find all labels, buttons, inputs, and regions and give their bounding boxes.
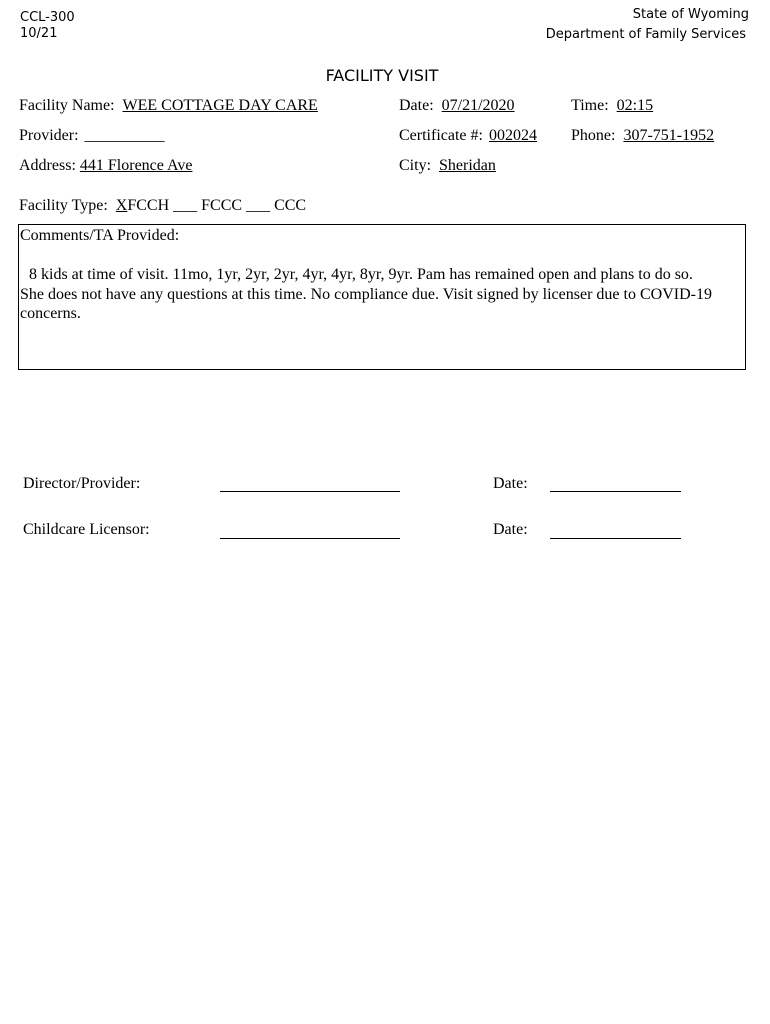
director-signature-line [220,491,400,492]
licensor-date-line [550,538,681,539]
director-date-label: Date: [493,475,528,492]
time-value: 02:15 [616,97,654,114]
provider-field [19,127,165,145]
time-field [571,97,653,115]
comments-box [18,224,746,370]
facility-type-ccc: CCC [274,197,307,214]
date-field [399,97,515,115]
facility-type-fccc: FCCC [201,197,243,214]
facility-name-value: WEE COTTAGE DAY CARE [122,97,318,114]
city-value: Sheridan [439,157,496,174]
facility-type-fcch: FCCH [127,197,170,214]
provider-label: Provider: [19,127,79,144]
address-field [19,157,192,175]
certificate-field [399,127,537,145]
facility-name-label: Facility Name: [19,97,115,114]
certificate-label: Certificate #: [399,127,483,144]
form-revision-date: 10/21 [20,26,58,41]
childcare-licensor-label: Childcare Licensor: [23,521,150,538]
date-label: Date: [399,97,434,114]
page-title: FACILITY VISIT [325,66,439,85]
licensor-signature-line [220,538,400,539]
licensor-date-label: Date: [493,521,528,538]
director-date-line [550,491,681,492]
comments-label: Comments/TA Provided: [20,227,180,244]
provider-value: __________ [84,127,165,144]
address-label: Address: [19,157,76,174]
facility-type-label: Facility Type: [19,197,108,214]
date-value: 07/21/2020 [441,97,515,114]
city-label: City: [399,157,432,174]
address-value: 441 Florence Ave [79,157,193,174]
time-label: Time: [571,97,609,114]
comments-line-1: 8 kids at time of visit. 11mo, 1yr, 2yr, 2yr, 4yr, 4yr, 8yr, 9yr. Pam has remained open and plans to do so. [29,266,693,283]
city-field [399,157,496,175]
phone-value: 307-751-1952 [623,127,715,144]
facility-type-blank-2: ___ [173,197,198,214]
facility-name-field [19,97,318,115]
state-name: State of Wyoming [632,7,749,22]
certificate-value: 002024 [488,127,537,144]
facility-type-blank-3: ___ [246,197,271,214]
phone-label: Phone: [571,127,616,144]
director-provider-label: Director/Provider: [23,475,141,492]
facility-type-selected-mark: X [115,197,128,214]
facility-type-field [19,197,306,215]
comments-line-3: concerns. [20,305,81,322]
form-code: CCL-300 [20,10,75,25]
phone-field [571,127,714,145]
comments-line-2: She does not have any questions at this time. No compliance due. Visit signed by licenser due to COVID-19 [20,286,712,303]
department-name: Department of Family Services [545,27,746,42]
